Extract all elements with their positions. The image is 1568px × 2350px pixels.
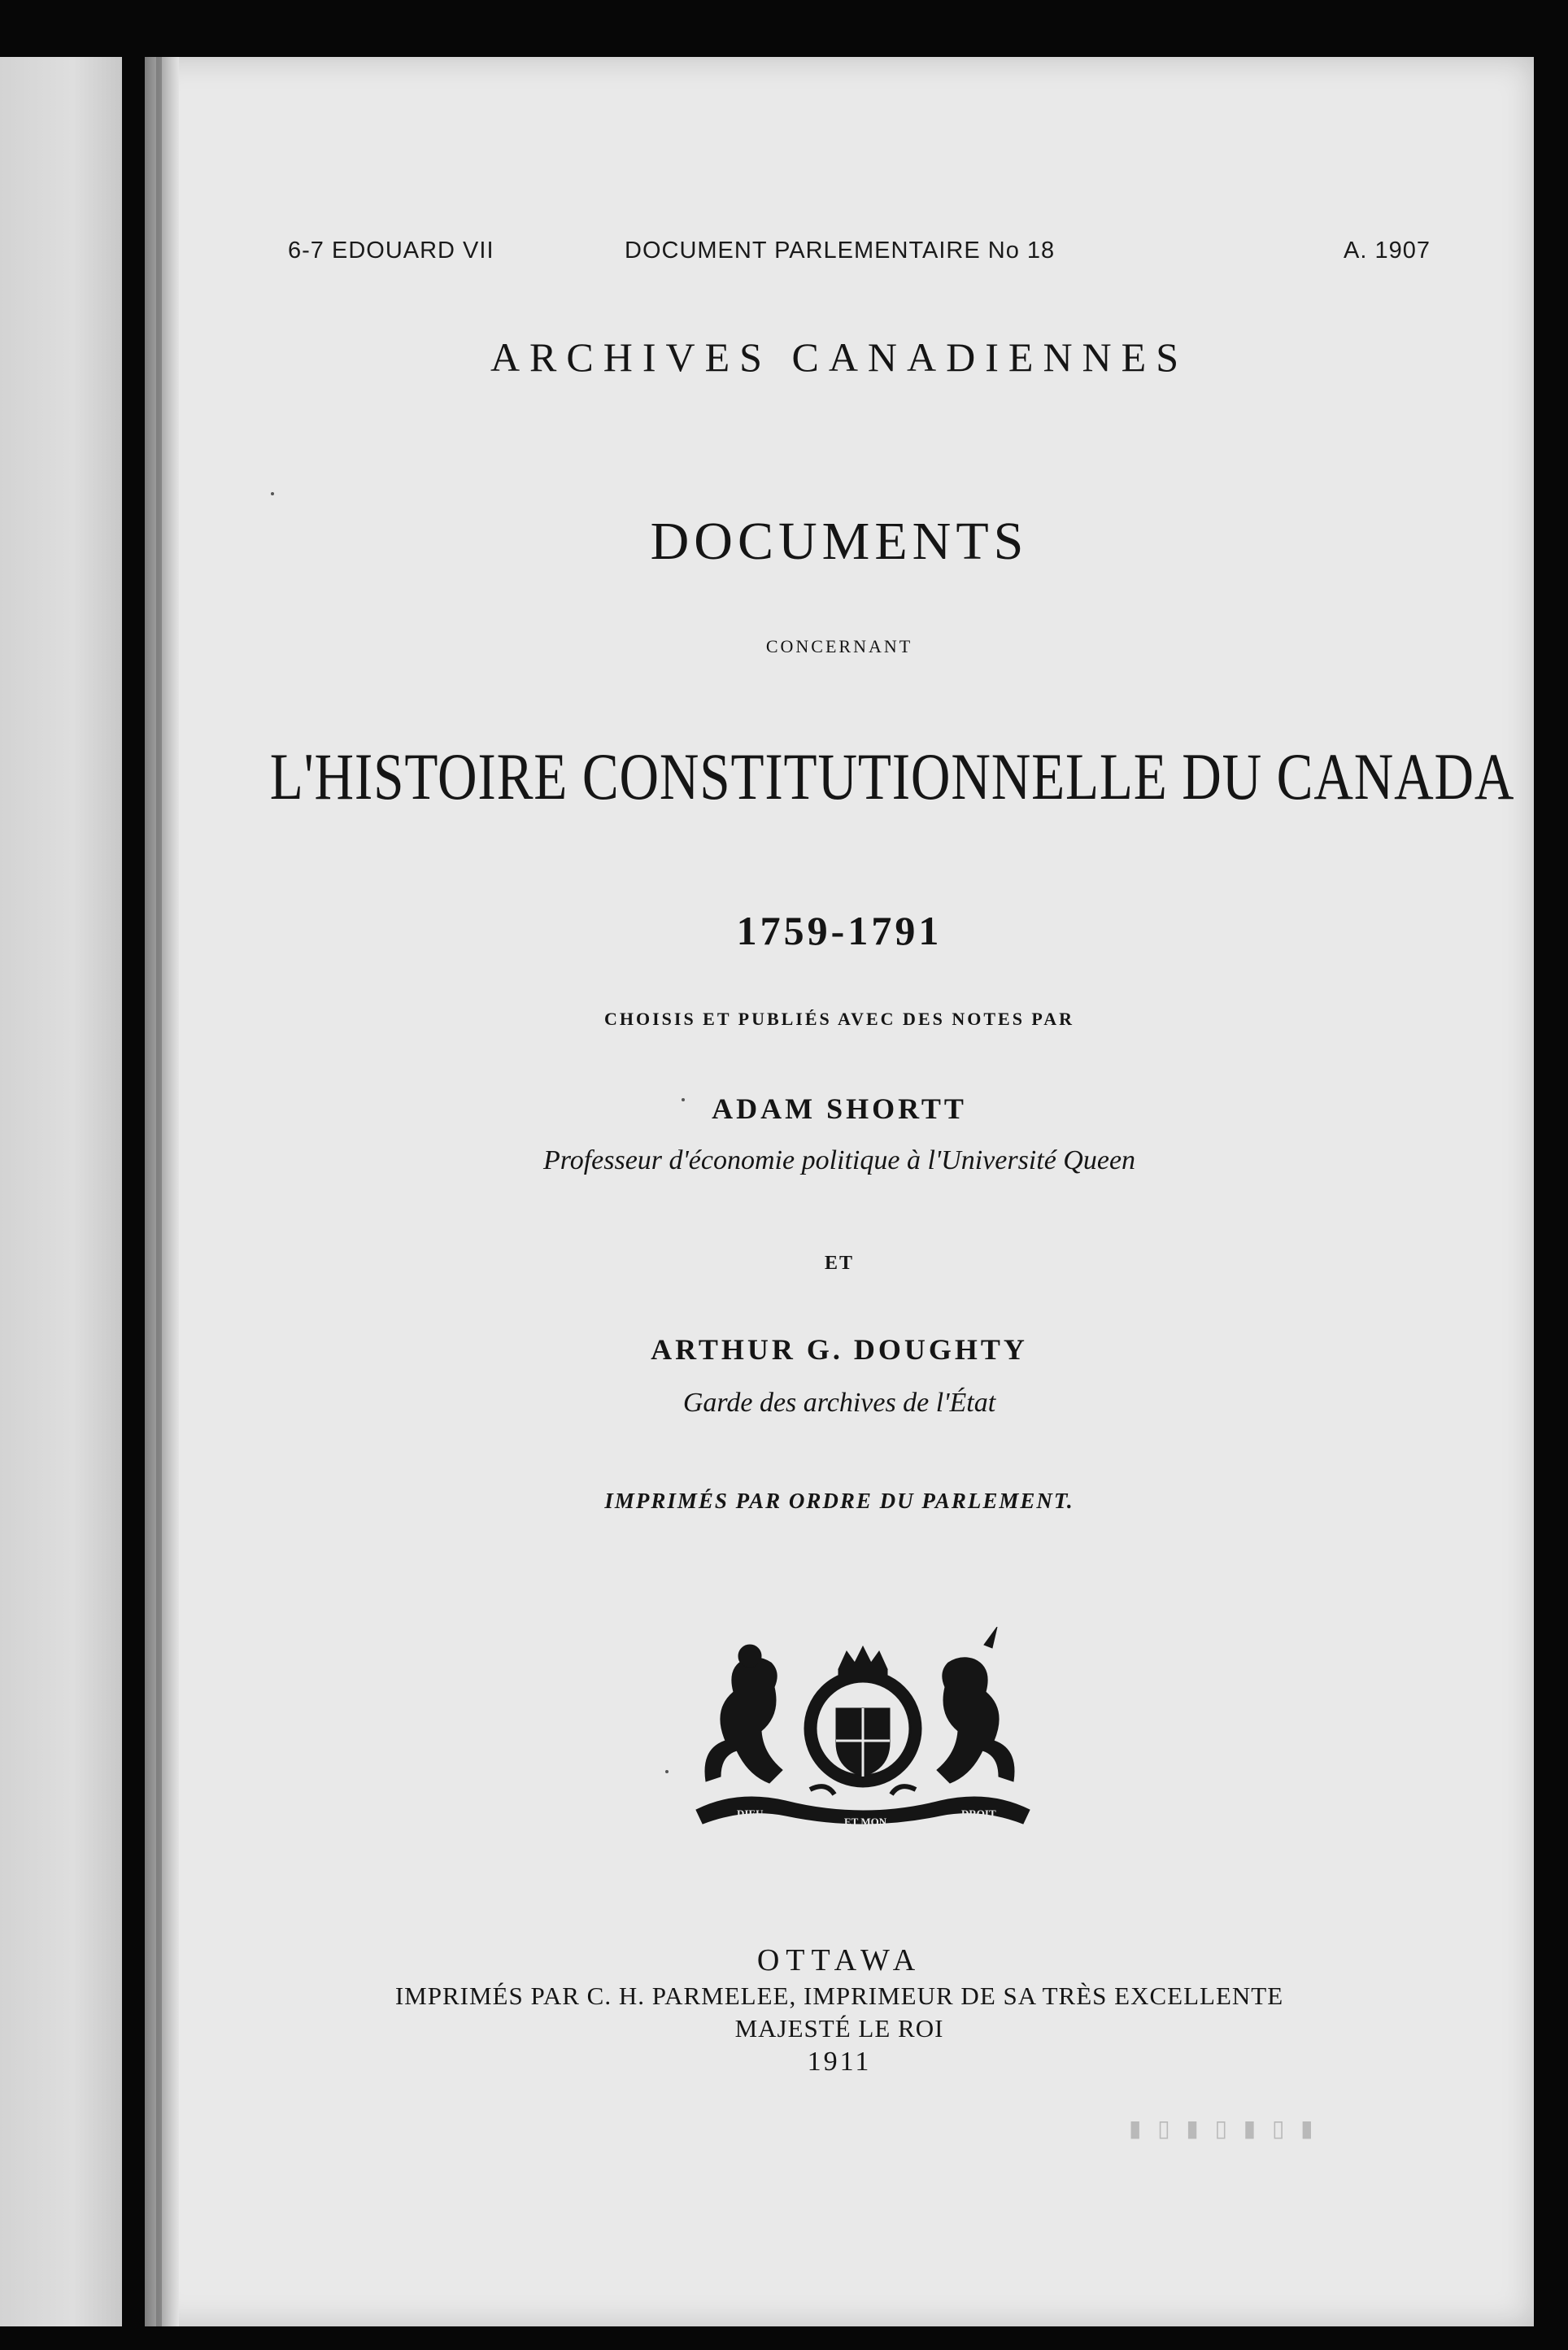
motto-mid: ET MON: [844, 1816, 887, 1828]
speck: [665, 1770, 669, 1773]
imprint-year: 1911: [807, 2047, 872, 2077]
date-range: 1759-1791: [736, 908, 943, 953]
imprint-city: OTTAWA: [756, 1943, 922, 1977]
page-title: DOCUMENTS: [650, 512, 1029, 571]
author-name: ARTHUR G. DOUGHTY: [651, 1333, 1028, 1366]
motto-left: DIEU: [737, 1807, 764, 1820]
printing-note: IMPRIMÉS PAR ORDRE DU PARLEMENT.: [604, 1489, 1074, 1513]
header-right: A. 1907: [1344, 238, 1431, 264]
main-title: L'HISTOIRE CONSTITUTIONNELLE DU CANADA: [269, 739, 1515, 813]
editorial-note: CHOISIS ET PUBLIÉS AVEC DES NOTES PAR: [603, 1009, 1075, 1029]
concernant-label: CONCERNANT: [765, 636, 913, 656]
author-role: Garde des archives de l'État: [682, 1388, 996, 1418]
speck: [682, 1098, 685, 1101]
royal-coat-of-arms-icon: [688, 1627, 1038, 1830]
speck: [271, 492, 274, 495]
imprint-majeste: MAJESTÉ LE ROI: [734, 2014, 944, 2043]
motto-right: DROIT: [961, 1807, 996, 1820]
conjunction: ET: [824, 1253, 854, 1274]
header-left: 6-7 EDOUARD VII: [288, 238, 494, 264]
series-title: ARCHIVES CANADIENNES: [490, 334, 1189, 380]
header-center: DOCUMENT PARLEMENTAIRE No 18: [625, 238, 1056, 264]
faded-stamp: ▮ ▯ ▮ ▯ ▮ ▯ ▮: [1129, 2116, 1318, 2141]
author-role: Professeur d'économie politique à l'Université Queen: [542, 1145, 1136, 1175]
facing-page-edge: [0, 57, 122, 2326]
imprint-printer: IMPRIMÉS PAR C. H. PARMELEE, IMPRIMEUR DE SA TRÈS EXCELLENTE: [394, 1982, 1284, 2010]
title-page: [145, 57, 1534, 2326]
author-name: ADAM SHORTT: [712, 1092, 967, 1125]
